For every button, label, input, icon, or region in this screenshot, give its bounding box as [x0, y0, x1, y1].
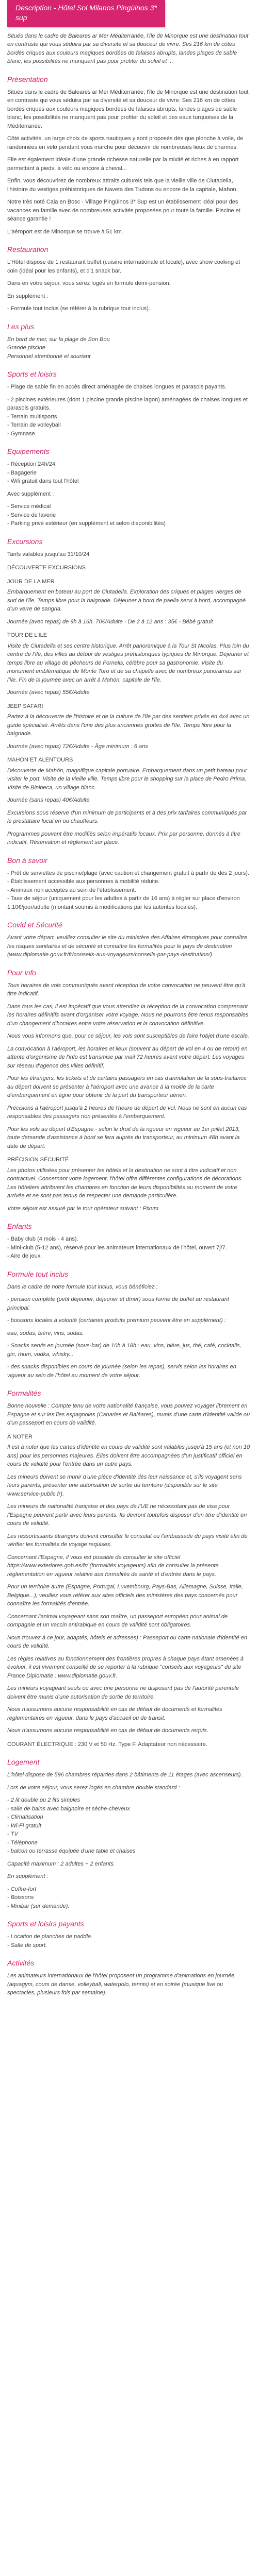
formalites-p3: Les mineurs doivent se munir d'une pièce d'identité dès leur naissance et, s'ils voyagent sans leurs parents, présenter une autorisation de sortie du territoire (disponible sur le site www.service-public.fr).	[7, 1473, 242, 1497]
bon-savoir-section	[7, 855, 251, 912]
restauration-section	[7, 244, 251, 313]
list-item: - Boissons	[7, 1894, 34, 1901]
formule-p5: - Snacks servis en journée (sous-bar) de 10h à 18h : eau, vins, bière, jus, thé, café, cocktails, gin, rhum, vodka, whisky...	[7, 1343, 241, 1358]
list-item: - 2 piscines extérieures (dont 1 piscine grande piscine lagon) aménagées de chaises longues et parasols gratuits.	[7, 396, 248, 412]
pour-info-p3: Nous vous informons que, pour ce séjour, les vols sont susceptibles de faire l'objet d'une escale.	[7, 1033, 249, 1040]
sports-intro: - Plage de sable fin en accès direct aménagée de chaises longues et parasols payants.	[7, 384, 227, 391]
logement-p2: Lors de votre séjour, vous serez logés en chambre double standard :	[7, 1784, 180, 1791]
precision-p2: Votre séjour est assuré par le tour opérateur suivant : Pixum	[7, 1205, 159, 1212]
formalites-p1: Bonne nouvelle : Compte tenu de votre nationalité française, vous pouvez voyager librement en Espagne et sur les îles espagnoles (Canaries et Baléares), munis d'une carte d'identité valide ou d'un passeport en cours de validité.	[7, 1403, 250, 1427]
equipements-section	[7, 446, 251, 528]
tour3-title: JEEP SAFARI	[7, 703, 43, 709]
pour-info-p2: Dans tous les cas, il est impératif que vous attendiez la réception de la convocation comprenant les horaires définitifs avant d'organiser votre voyage. Nous ne pourrons être tenus responsables d'un changement d'horaires entre votre réservation et la convocation définitive.	[7, 1003, 249, 1027]
equipements-title: Equipements	[7, 447, 50, 456]
tour3-text: Partez à la découverte de l'histoire et de la culture de l'île par des sentiers privés en 4x4 avec un guide spécialisé. Arrêts dans l'une des plus anciennes grottes de l'île. Temps libre pour la baignade.	[7, 714, 250, 737]
list-item: - Établissement accessible aux personnes à mobilité réduite.	[7, 878, 160, 885]
list-item: - Prêt de serviettes de piscine/plage (avec caution et changement gratuit à partir de dès 2 jours).	[7, 870, 249, 876]
formule-p1: Dans le cadre de notre formule tout inclus, vous bénéficiez :	[7, 1283, 158, 1290]
formalites-heading: À NOTER	[7, 1433, 33, 1440]
excursions-title: Excursions	[7, 537, 43, 546]
bon-savoir-title: Bon à savoir	[7, 856, 47, 865]
page-title	[7, 0, 165, 27]
page-title-line2: sup	[15, 13, 27, 22]
presentation-title: Présentation	[7, 75, 48, 83]
list-item: - Gymnase	[7, 430, 35, 437]
formalites-p4: Les mineurs de nationalité française et des pays de l'UE ne nécessitant pas de visa pour l'Espagne peuvent partir avec leurs parents. Ils devront toutefois disposer d'un titre d'identité en cours de validité.	[7, 1503, 247, 1527]
equipements-pay-list	[7, 502, 251, 528]
sports-section	[7, 369, 251, 438]
sports-payants-list	[7, 1933, 251, 1950]
pour-info-p7: Pour les vols au départ d'Espagne - selon le droit de la rigueur en vigueur au 1er juillet 2013, toute demande d'assistance à bord se fera auprès du transporteur, au minimum 48h avant la date de départ.	[7, 1126, 240, 1149]
list-item: - salle de bains avec baignoire et sèche-cheveux	[7, 1805, 130, 1812]
bon-savoir-list	[7, 869, 251, 912]
excursions-heading: DÉCOUVERTE EXCURSIONS	[7, 565, 86, 571]
excursions-p1: Tarifs valables jusqu'au 31/10/24	[7, 551, 90, 557]
precision-p1: Les photos utilisées pour présenter les hôtels et la destination ne sont à titre indicatif et non contractuel. Concernant votre logement, l'hôtel offre différentes configurations de décorations. Les hôteliers attribuent les chambres en fonction de leurs disponibilités au moment de votre arrivée et ne sont pas tenus de respecter une demande particulière.	[7, 1167, 243, 1199]
tour2-text: Visite de Ciutadella et ses centre historique. Arrêt panoramique à la Tour St Nicolas. Plus loin du centre de l'île, des villes au détour de vestiges préhistoriques typiques de Minorque. Déjeuner et temps libre au village de pêcheurs de Fornells, célèbre pour sa gastronomie. Visite du monument emblématique de Monte Toro et de sa chapelle avec de nombreux panoramas sur l'île. Fin de la journée avec un arrêt à Mahón, capitale de l'île.	[7, 642, 249, 683]
list-item: - Service de laverie	[7, 512, 56, 518]
pour-info-p4: La convocation à l'aéroport, les horaires et lieux (souvent au départ de vol en 4 ou de retour) en attente d'organisme de l'info est transmise par mail 72 heures avant votre départ. Les voyages sur réseau d'agence des villes définitif.	[7, 1045, 248, 1069]
excursions-note2: Programmes pouvant être modifiés selon impératifs locaux. Prix par personne, donnés à titre indicatif. Réservation et règlement sur place.	[7, 831, 240, 846]
formule-p3: - boissons locales à volonté (certaines produits premium peuvent être en supplément) :	[7, 1317, 226, 1324]
presentation-p2: Côté activités, un large choix de sports nautiques y sont proposés dès que plonche à voile, de randonnées en vélo pendant vous marche pour découvrir de nombreuses lieux de charmes.	[7, 135, 244, 150]
formule-section	[7, 1269, 251, 1380]
activites-section	[7, 1958, 251, 1997]
list-item: - Minibar (sur demande).	[7, 1903, 70, 1909]
formalites-title: Formalités	[7, 1389, 41, 1398]
tour2-title: TOUR DE L'ILE	[7, 632, 47, 639]
pour-info-section	[7, 968, 251, 1151]
logement-p1: L'hôtel dispose de 596 chambres réparties dans 2 bâtiments de 11 étages (avec ascenseurs).	[7, 1772, 243, 1778]
list-item: - Wi-Fi gratuit	[7, 1822, 41, 1829]
presentation-p5: Notre très noté Cala en Bosc - Village Pingüinos 3* Sup est un établissement idéal pour des vacances en famille avec de nombreuses activités proposées pour toute la famille. Piscine et séance garantie !	[7, 199, 240, 223]
presentation-p3: Elle est également idéale d'une grande richesse naturelle par la mixité et riches à en rapport permettant à pieds, à vélo ou encore à cheval...	[7, 157, 239, 172]
tour3-info: Journée (avec repas) 72€/Adulte - Âge minimum : 6 ans	[7, 743, 148, 750]
sports-title: Sports et loisirs	[7, 370, 57, 379]
formalites-p8: Concernant l'animal voyageant sans son maître, un passeport européen pour animal de compagnie et un vaccin antirabique en cours de validité sont obligatoires.	[7, 1613, 228, 1629]
list-item: Grande piscine	[7, 345, 45, 351]
formalites-section	[7, 1388, 251, 1651]
presentation-p4: Enfin, vous découvrirez de nombreux attraits culturels tels que la vieille ville de Ciutadella, l'histoire du vestiges préhistoriques de Naveta des Tudons ou encore de la capitale, Mahon.	[7, 178, 238, 193]
enfants-section	[7, 1221, 251, 1261]
sante-p3: Nous n'assumons aucune responsabilité en cas de défaut de documents et formalités réglementaires en vigueur, dans le pays d'accueil ou de transit.	[7, 1706, 222, 1721]
presentation-p6: L'aéroport est de Minorque se trouve à 51 km.	[7, 228, 123, 235]
list-item: - Baby club (4 mois - 4 ans).	[7, 1236, 78, 1243]
covid-section	[7, 920, 251, 959]
sante-p1: Les règles relatives au fonctionnement des frontières propres à chaque pays étant amenées à évoluer, il est vivement conseillé de se reporter à la rubrique "conseils aux voyageurs" du site France Diplomatie : www.diplomatie.gouv.fr.	[7, 1655, 244, 1679]
list-item: - Bagagerie	[7, 469, 37, 476]
list-item: - Animaux non acceptés au sein de l'établissement.	[7, 887, 136, 893]
list-item: - balcon ou terrasse équipée d'une table et chaises	[7, 1848, 136, 1855]
tour4-title: MAHON ET ALENTOURS	[7, 757, 73, 764]
pour-info-title: Pour info	[7, 968, 37, 977]
restauration-p4: - Formule tout inclus (se référer à la rubrique tout inclus).	[7, 306, 150, 312]
sports-payants-title: Sports et loisirs payants	[7, 1920, 84, 1928]
list-item: - Téléphone	[7, 1839, 38, 1846]
list-item: - Climatisation	[7, 1814, 43, 1821]
equipements-pay-title: Avec supplément :	[7, 490, 54, 497]
logement-list	[7, 1796, 251, 1856]
tour1-info: Journée (avec repas) de 9h à 16h. 70€/Adulte - De 2 à 12 ans : 35€ - Bébé gratuit	[7, 618, 213, 625]
pour-info-p1: Tous horaires de vols communiqués avant réception de votre convocation ne peuvent être qu'à titre indicatif.	[7, 982, 246, 997]
logement-section	[7, 1757, 251, 1910]
enfants-list	[7, 1235, 251, 1261]
presentation-p1: Situés dans le cadre de Baleares ar Mer Méditerranée, l'île de Minorque est une destination tout en contraste qui vous séduira par sa diversité et sa douceur de vivre. Ses 216 km de côtes bordés criques aux couleurs magiques bordées de falaises abrupts, landes plages de sable blanc, les possibilités ne manquent pas pour profiter du soleil et des eaux turquoises de la Méditerranée.	[7, 89, 249, 129]
list-item: - TV	[7, 1831, 18, 1838]
pour-info-p6: Précisions à l'aéroport jusqu'à 2 heures de l'heure de départ de vol. Nous ne sont en aucun cas responsables des passagers non présentés à l'embarquement.	[7, 1105, 247, 1120]
precision-section	[7, 1156, 251, 1213]
sports-list	[7, 396, 251, 438]
sante-p2: Les mineurs voyageant seuls ou avec une personne ne disposant pas de l'autorité parentale doivent être munis d'une autorisation de sortie de territoire.	[7, 1685, 239, 1700]
enfants-title: Enfants	[7, 1222, 32, 1231]
sports-payants-section	[7, 1919, 251, 1950]
list-item: - Aire de jeux.	[7, 1253, 42, 1260]
activites-title: Activités	[7, 1959, 35, 1968]
tour4-text: Découverte de Mahón, magnifique capitale portuaire. Embarquement dans un petit bateau pour visiter le port. Visite de la vieille ville. Temps libre pour le shopping sur la place de Pedro Prima. Visite de Binibeca, un village blanc.	[7, 767, 247, 791]
excursions-section	[7, 536, 251, 847]
list-item: - Salle de sport.	[7, 1942, 47, 1948]
formalites-p7: Pour un territoire autre (Espagne, Portugal, Luxembourg, Pays-Bas, Allemagne, Suisse, Italie, Belgique...), veuillez vous référer aux sites officiels des ministères des pays concernés pour connaître les formalités d'entrée.	[7, 1584, 243, 1607]
covid-title: Covid et Sécurité	[7, 921, 62, 929]
restauration-p2: Dans en votre séjour, vous serez logés en formule demi-pension.	[7, 280, 171, 287]
list-item: En bord de mer, sur la plage de Son Bou	[7, 336, 110, 343]
list-item: - Parking privé extérieur (en supplément et selon disponibilités)	[7, 520, 166, 527]
list-item: - Terrain de volleyball	[7, 422, 61, 429]
formule-p6: - des snacks disponibles en cours de journée (selon les repas), servis selon les horaires en vigueur au sein de l'hôtel au moment de votre séjour.	[7, 1364, 236, 1379]
covid-p1: Avant votre départ, veuillez consulter le site du ministère des Affaires étrangères pour connaître les risques sanitaires et de sécurité et connaître les formalités pour le pays de destination (www.diplomatie.gouv.fr/fr/conseils-aux-voyageurs/conseils-par-pays-destination/)	[7, 935, 248, 958]
formalites-p2: Il est à noter que les cartes d'identité en cours de validité sont valables jusqu'à 15 ans (et non 10 ans) pour les personnes majeures. Elles doivent être accompagnées d'un justificatif officiel en cours de validité pour l'entrée dans un autre pays.	[7, 1444, 250, 1468]
list-item: - Taxe de séjour (uniquement pour les adultes à partir de 16 ans) à régler sur place d'environ 1,10€/jour/adulte (montant soumis à modifications par les autorités locales).	[7, 895, 240, 910]
restauration-title: Restauration	[7, 245, 49, 254]
logement-pay-list	[7, 1885, 251, 1911]
logement-title: Logement	[7, 1758, 40, 1767]
formule-p2: - pension complète (petit déjeuner, déjeuner et dîner) sous forme de buffet au restaurant principal.	[7, 1296, 229, 1311]
plus-list	[7, 335, 251, 361]
sante-p5: COURANT ÉLECTRIQUE : 230 V et 50 Hz. Type F. Adaptateur non nécessaire.	[7, 1741, 207, 1748]
restauration-p3: En supplément :	[7, 293, 49, 299]
list-item: - Wifi gratuit dans tout l'hôtel	[7, 478, 79, 485]
formalites-p9: Nous trouvez à ce jour, adaptés, hôtels et adresses) : Passeport ou carte nationale d'identité en cours de validité.	[7, 1634, 247, 1650]
page-title-line1: Description - Hôtel Sol Milanos Pingüinos 3*	[15, 4, 157, 12]
list-item: - Mini-club (5-12 ans), réservé pour les animateurs internationaux de l'hôtel, ouvert 7j/7.	[7, 1244, 227, 1251]
list-item: - 2 lit double ou 2 lits simples	[7, 1797, 80, 1804]
formule-p4: eau, sodas, bière, vins, sodas.	[7, 1330, 84, 1336]
sante-section	[7, 1655, 251, 1749]
list-item: - Service médical	[7, 503, 51, 510]
list-item: - Coffre-fort	[7, 1886, 37, 1892]
equipements-list	[7, 460, 251, 486]
sante-p4: Nous n'assumons aucune responsabilité en cas de défaut de documents requis.	[7, 1727, 208, 1734]
tour1-title: JOUR DE LA MER	[7, 578, 55, 585]
precision-heading: PRÉCISION SÉCURITÉ	[7, 1157, 69, 1163]
presentation-section	[7, 74, 251, 236]
plus-section	[7, 321, 251, 361]
formalites-p6: Concernant l'Espagne, il vous est possible de consulter le site officiel https://www.exteriores.gob.es/fr/ (formalités voyageurs) afin de consulter la présente réglementation en vigueur relative aux formalités de santé et d'entrée dans le pays.	[7, 1554, 219, 1578]
tour2-info: Journée (avec repas) 55€/Adulte	[7, 689, 90, 696]
logement-p3: Capacité maximum : 2 adultes + 2 enfants.	[7, 1860, 115, 1867]
pour-info-p5: Pour les étrangers, les tickets et de certains passagers en cas d'annulation de la sous-traitance au départ doivent se présenter à l'aéroport avec une avance à la moitié de la carte d'embarquement en ligne pour obtenir de la part du transporteur aérien.	[7, 1075, 247, 1099]
tour4-info: Journée (sans repas) 40€/Adulte	[7, 797, 90, 804]
activites-p1: Les animateurs internationaux de l'hôtel proposent un programme d'animations en journée (aquagym, cours de danse, volleyball, waterpolo, tennis) et en soirée (musique live ou spectacles, plusieurs fois par semaine).	[7, 1973, 235, 1996]
plus-title: Les plus	[7, 322, 35, 331]
excursions-note1: Excursions sous réserve d'un minimum de participants et à des prix tarifaires communiqués par le prestataire local en ou chauffeurs.	[7, 809, 247, 825]
list-item: - Location de planches de paddle.	[7, 1934, 93, 1940]
tour1-text: Embarquement en bateau au port de Ciutadella. Exploration des criques et plages vierges de sud de l'île. Temps libre pour la baignade. Déjeuner à bord de paella servi à bord, accompagné d'un verre de sangria.	[7, 589, 246, 613]
logement-pay-title: En supplément :	[7, 1873, 49, 1880]
restauration-p1: L'Hôtel dispose de 1 restaurant buffet (cuisine internationale et locale), avec show cooking et coin (idéal pour les enfants), et d'1 snack bar.	[7, 259, 240, 274]
intro-text: Situés dans le cadre de Baleares ar Mer Méditerranée, l'île de Minorque est une destination tout en contraste qui vous séduira par sa diversité et sa douceur de vivre. Ses 216 km de côtes bordés criques aux couleurs magiques bordées de falaises abrupts, landes plages de sable blanc, les possibilités ne manquent pas pour profiter du soleil et ...	[7, 32, 249, 65]
list-item: - Réception 24h/24	[7, 461, 55, 468]
list-item: Personnel attentionné et souriant	[7, 353, 91, 360]
formule-title: Formule tout inclus	[7, 1269, 69, 1278]
list-item: - Terrain multisports	[7, 413, 57, 420]
formalites-p5: Les ressortissants étrangers doivent consulter le consulat ou l'ambassade du pays visité afin de vérifier les formalités de voyage requises.	[7, 1533, 248, 1548]
